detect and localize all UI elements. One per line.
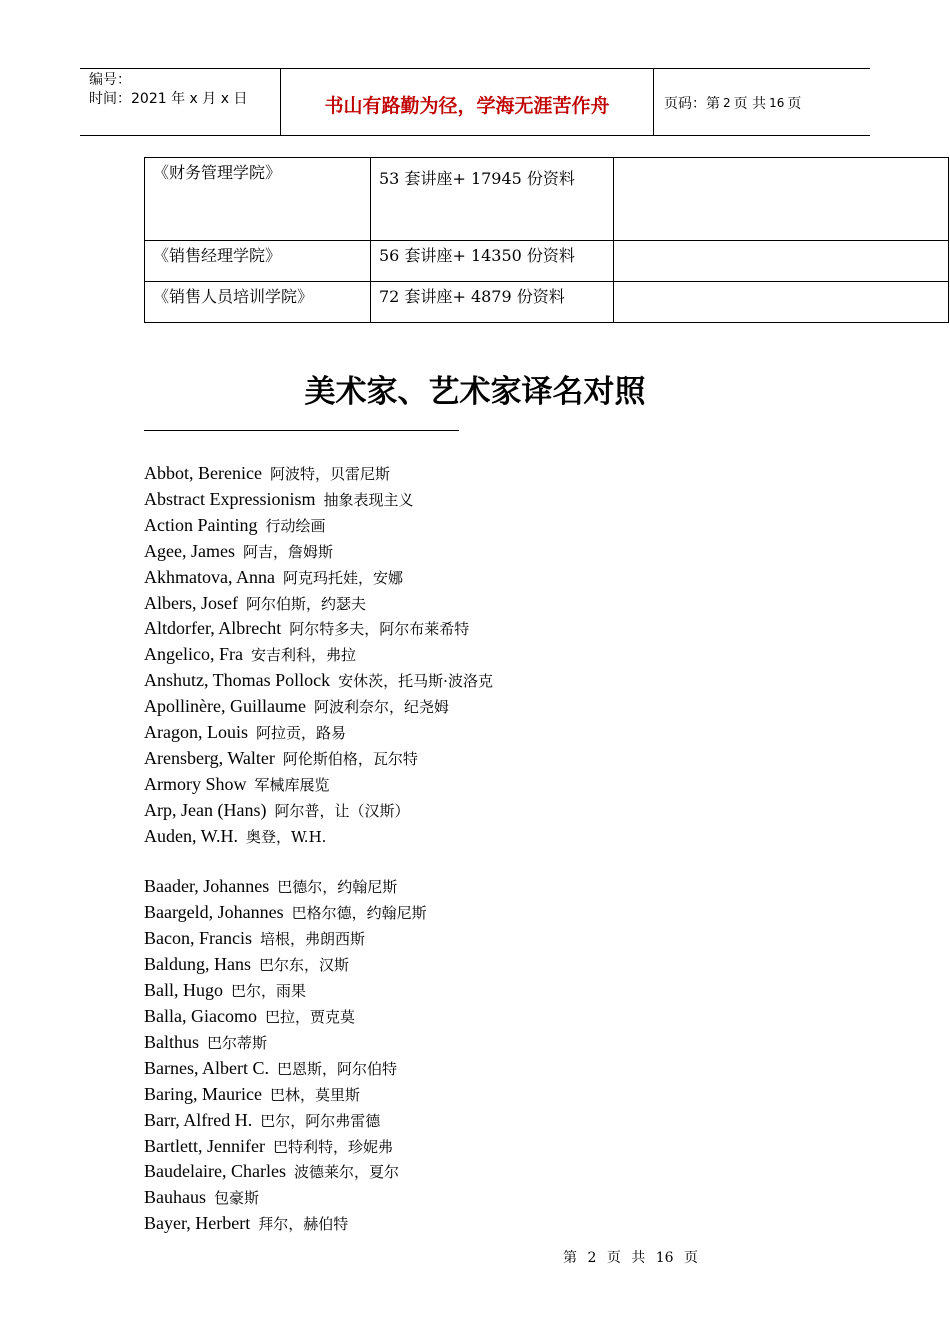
list-item [144,900,844,926]
group-spacer [144,850,844,875]
page-prefix: 页码：第 [664,96,720,112]
resource-content: 72 套讲座+ 4879 份资料 [371,282,614,323]
list-item [144,746,844,772]
term-chinese: 行动绘画 [265,516,326,535]
term-english: Apollinère, Guillaume [144,696,306,717]
term-english: Baargeld, Johannes [144,902,284,923]
footer-total: 16 [655,1250,674,1266]
term-chinese: 安休茨，托马斯·波洛克 [338,672,493,691]
page-footer [563,1247,704,1267]
page-number: 2 [723,96,731,110]
table-row [145,241,949,282]
list-item [144,952,844,978]
page-mid: 页 共 [733,96,767,112]
term-chinese: 阿尔伯斯，约瑟夫 [245,594,366,613]
term-english: Anshutz, Thomas Pollock [144,670,331,691]
term-chinese: 阿波特，贝雷尼斯 [269,465,390,483]
footer-gong: 共 [631,1250,646,1266]
resource-content: 56 套讲座+ 14350 份资料 [371,241,614,282]
term-chinese: 安吉利科，弗拉 [250,646,356,665]
term-english: Arp, Jean (Hans) [144,799,267,820]
term-chinese: 巴恩斯，阿尔伯特 [276,1059,397,1078]
term-chinese: 拜尔，赫伯特 [258,1215,349,1234]
term-english: Ball, Hugo [144,980,223,1001]
header-page-info [654,69,870,135]
list-item [144,565,844,591]
list-item [144,513,844,539]
list-item [144,539,844,565]
list-item [144,487,844,513]
list-item [144,616,844,642]
term-chinese: 阿尔普，让（汉斯） [274,801,410,820]
term-chinese: 阿伦斯伯格，瓦尔特 [282,749,418,768]
list-item [144,1108,844,1134]
resource-table [144,157,949,323]
list-item [144,668,844,694]
title-divider [144,430,459,431]
list-item [144,591,844,617]
term-chinese: 巴尔，雨果 [231,982,307,1001]
term-chinese: 巴德尔，约翰尼斯 [277,878,398,897]
term-english: Akhmatova, Anna [144,566,275,587]
header-motto: 书山有路勤为径，学海无涯苦作舟 [281,69,654,135]
term-english: Baring, Maurice [144,1083,262,1104]
footer-ye: 页 [606,1250,621,1266]
term-chinese: 培根，弗朗西斯 [259,930,365,949]
term-english: Arensberg, Walter [144,747,275,768]
resource-extra [614,241,949,282]
term-english: Bayer, Herbert [144,1213,251,1234]
list-item [144,824,844,850]
list-item [144,1185,844,1211]
term-english: Altdorfer, Albrecht [144,618,282,639]
term-english: Albers, Josef [144,592,238,613]
table-row [145,282,949,323]
term-chinese: 阿尔特多夫，阿尔布莱希特 [289,620,470,639]
term-english: Balla, Giacomo [144,1006,257,1027]
list-item [144,1211,844,1237]
term-english: Angelico, Fra [144,644,243,665]
footer-di: 第 [563,1250,577,1266]
resource-extra [614,282,949,323]
term-chinese: 阿波利奈尔，纪尧姆 [313,698,449,717]
term-english: Aragon, Louis [144,722,248,743]
list-item [144,1134,844,1160]
term-english: Action Painting [144,514,258,535]
term-english: Agee, James [144,540,235,561]
footer-ye: 页 [684,1250,699,1266]
list-item [144,926,844,952]
list-item [144,1082,844,1108]
resource-name: 《销售经理学院》 [145,241,371,282]
glossary-group-a [144,461,844,850]
list-item [144,461,844,487]
term-english: Bacon, Francis [144,928,252,949]
resource-name: 《财务管理学院》 [145,158,371,241]
term-chinese: 巴尔蒂斯 [207,1033,268,1052]
term-chinese: 巴特利特，珍妮弗 [272,1137,393,1156]
term-chinese: 阿吉，詹姆斯 [242,542,333,561]
term-english: Abstract Expressionism [144,488,316,509]
header-meta [80,69,281,135]
term-english: Barnes, Albert C. [144,1057,269,1078]
page-title: 美术家、艺术家译名对照 [304,374,646,410]
term-english: Barr, Alfred H. [144,1109,253,1130]
term-english: Balthus [144,1031,200,1052]
term-chinese: 巴林，莫里斯 [269,1085,360,1104]
glossary-group-b [144,874,844,1237]
term-chinese: 巴格尔德，约翰尼斯 [291,904,427,923]
term-chinese: 包豪斯 [214,1189,260,1208]
term-english: Baudelaire, Charles [144,1161,286,1182]
list-item [144,1030,844,1056]
term-english: Baader, Johannes [144,876,270,897]
glossary-list [144,461,844,1237]
list-item [144,874,844,900]
term-chinese: 波德莱尔，夏尔 [293,1163,399,1182]
term-english: Bartlett, Jennifer [144,1135,265,1156]
list-item [144,1004,844,1030]
page-suffix: 页 [787,96,802,112]
list-item [144,798,844,824]
term-english: Auden, W.H. [144,825,238,846]
table-row [145,158,949,241]
term-chinese: 阿克玛托娃，安娜 [282,568,403,587]
list-item [144,1159,844,1185]
term-chinese: 巴尔东，汉斯 [259,956,350,975]
list-item [144,720,844,746]
term-chinese: 巴拉，贾克莫 [264,1008,355,1027]
time-label: 时间：2021 年 x 月 x 日 [89,91,248,107]
list-item [144,694,844,720]
term-chinese: 军械库展览 [254,775,330,794]
term-english: Abbot, Berenice [144,463,262,483]
term-english: Baldung, Hans [144,954,251,975]
term-english: Bauhaus [144,1187,206,1208]
footer-page: 2 [587,1250,597,1266]
page-header [80,68,870,136]
resource-extra [614,158,949,241]
page-total: 16 [769,96,785,110]
list-item [144,1056,844,1082]
term-chinese: 巴尔，阿尔弗雷德 [260,1111,381,1130]
term-chinese: 阿拉贡，路易 [255,724,346,743]
term-english: Armory Show [144,773,247,794]
list-item [144,642,844,668]
term-chinese: 奥登，W.H. [246,827,327,846]
term-chinese: 抽象表现主义 [323,490,414,509]
list-item [144,978,844,1004]
resource-name: 《销售人员培训学院》 [145,282,371,323]
list-item [144,772,844,798]
code-label: 编号： [89,72,131,88]
resource-content: 53 套讲座+ 17945 份资料 [371,158,614,241]
